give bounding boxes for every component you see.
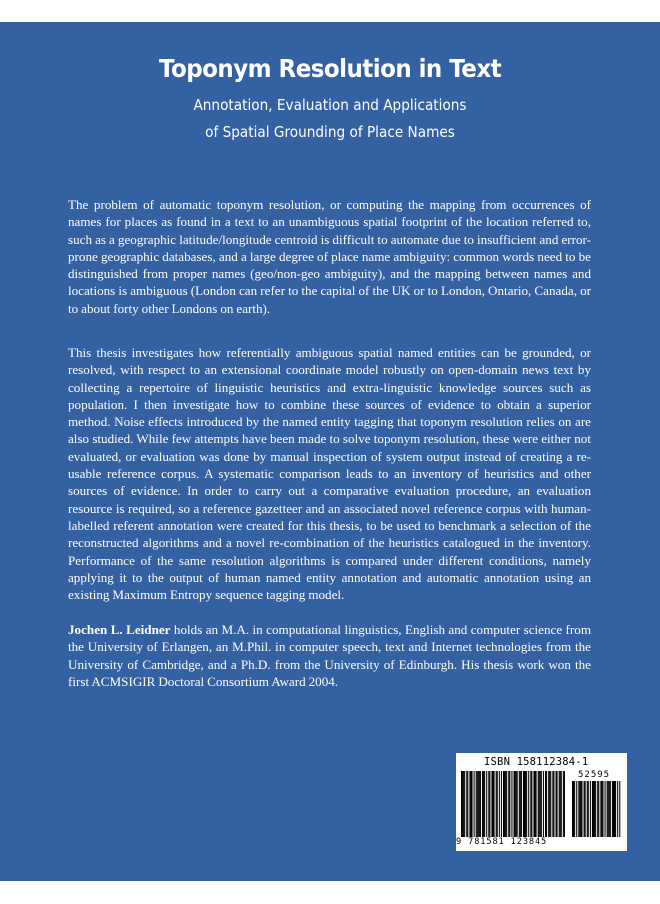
barcode-bar [467, 771, 468, 837]
barcode-bar [552, 771, 553, 837]
barcode-bar [520, 771, 521, 837]
barcode-bar [546, 771, 547, 837]
barcode-bar [557, 771, 558, 837]
main-barcode-bars [461, 771, 565, 837]
barcode-bar [474, 771, 475, 837]
barcode-bar [545, 771, 546, 837]
barcode-bar [533, 771, 534, 837]
barcode-bar [493, 771, 494, 837]
barcode-bar [477, 771, 478, 837]
barcode-bar [548, 771, 549, 837]
barcode-bar [578, 781, 579, 837]
barcode-bar [505, 771, 506, 837]
barcode-bar [610, 781, 611, 837]
barcode-bar [563, 771, 564, 837]
barcode-bar [466, 771, 467, 837]
barcode-bar [564, 771, 565, 837]
isbn-barcode [456, 753, 627, 851]
barcode-bar [463, 771, 464, 837]
barcode-bar [585, 781, 586, 837]
barcode-bar [612, 781, 613, 837]
barcode-bar [486, 771, 487, 837]
barcode-bar [508, 771, 509, 837]
barcode-bar [524, 771, 525, 837]
barcode-bar [472, 771, 473, 837]
barcode-bar [484, 771, 485, 837]
barcode-bar [476, 771, 477, 837]
barcode-bar [541, 771, 542, 837]
author-bio-text: holds an M.A. in computational linguistics, English and computer science from the University of Erlangen, an M.Phil. in computer speech, text and Internet technologies from the University of Cambridge, and a Ph.D. from the University of Edinburgh. His thesis work won the first ACMSIGIR Doctoral Consortium Award 2004. [68, 622, 592, 689]
barcode-bar [572, 781, 573, 837]
price-code: 52595 [578, 770, 611, 780]
barcode-bar [549, 771, 550, 837]
barcode-bar [511, 771, 512, 837]
barcode-bar [538, 771, 539, 837]
barcode-bar [617, 781, 618, 837]
barcode-bar [491, 771, 492, 837]
barcode-bar [598, 781, 599, 837]
barcode-bar [609, 781, 610, 837]
barcode-bar [580, 781, 581, 837]
barcode-bar [587, 781, 588, 837]
ean-digits: 9 781581 123845 [456, 837, 548, 847]
barcode-bar [478, 771, 479, 837]
barcode-bar [523, 771, 524, 837]
barcode-bar [590, 781, 591, 837]
barcode-bar [461, 771, 462, 837]
barcode-bar [594, 781, 595, 837]
barcode-bar [553, 771, 554, 837]
barcode-bar [536, 771, 537, 837]
barcode-bar [600, 781, 601, 837]
barcode-bar [469, 771, 470, 837]
barcode-bar [579, 781, 580, 837]
author-bio [68, 621, 591, 690]
book-title: Toponym Resolution in Text [158, 54, 502, 83]
barcode-bar [521, 771, 522, 837]
barcode-bar [592, 781, 593, 837]
barcode-bar [504, 771, 505, 837]
barcode-bar [517, 771, 518, 837]
barcode-bar [614, 781, 615, 837]
barcode-bar [506, 771, 507, 837]
barcode-bar [503, 771, 504, 837]
addon-barcode-bars [572, 781, 620, 837]
book-back-cover [0, 22, 660, 881]
barcode-bar [539, 771, 540, 837]
barcode-bar [581, 781, 582, 837]
barcode-bar [607, 781, 608, 837]
book-subtitle-line1: Annotation, Evaluation and Applications [193, 96, 467, 114]
barcode-bar [559, 771, 560, 837]
barcode-bar [499, 771, 500, 837]
barcode-bar [613, 781, 614, 837]
barcode-bar [601, 781, 602, 837]
barcode-bar [482, 771, 483, 837]
barcode-bar [519, 771, 520, 837]
barcode-bar [515, 771, 516, 837]
book-subtitle-line2: of Spatial Grounding of Place Names [205, 123, 455, 141]
barcode-bar [496, 771, 497, 837]
barcode-bar [540, 771, 541, 837]
barcode-bar [479, 771, 480, 837]
barcode-bar [597, 781, 598, 837]
barcode-bar [470, 771, 471, 837]
barcode-bar [595, 781, 596, 837]
barcode-bar [531, 771, 532, 837]
barcode-bar [528, 771, 529, 837]
barcode-bar [462, 771, 463, 837]
abstract-paragraph-1: The problem of automatic toponym resolution, or computing the mapping from occurrences of names for places as found in a text to an unambiguous spatial footprint of the location referred to, such as a geographic latitude/longitude centroid is difficult to automate due to insufficient and error-prone geographic databases, and a large degree of place name ambiguity: common words need to be distinguished from proper names (geo/non-geo ambiguity), and the mapping between names and locations is ambiguous (London can refer to the capital of the UK or to London, Ontario, Canada, or to about forty other Londons on earth). [68, 197, 591, 316]
barcode-bar [494, 771, 495, 837]
barcode-bar [605, 781, 606, 837]
abstract-paragraph-2: This thesis investigates how referentially ambiguous spatial named entities can be grounded, or resolved, with respect to an extensional coordinate model robustly on open-domain news text by collecting a repertoire of linguistic heuristics and extra-linguistic knowledge sources such as population. I then investigate how to combine these sources of evidence to obtain a superior method. Noise effects introduced by the named entity tagging that toponym resolution relies on are also studied. While few attempts have been made to solve toponym resolution, these were either not evaluated, or evaluation was done by manual inspection of system output instead of creating a re-usable reference corpus. A systematic comparison leads to an inventory of heuristics and other sources of evidence. In order to carry out a comparative evaluation procedure, an evaluation resource is required, so a reference gazetteer and an associated novel reference corpus with human-labelled referent annotation were created for this thesis, to be used to benchmark a selection of the reconstructed algorithms and a novel re-combination of the heuristics catalogued in the inventory. Performance of the same resolution algorithms is compared under different conditions, namely applying it to the output of human named entity annotation and automatic annotation using an existing Maximum Entropy sequence tagging model. [68, 345, 591, 603]
barcode-bar [514, 771, 515, 837]
barcode-bar [556, 771, 557, 837]
barcode-bar [497, 771, 498, 837]
barcode-bar [576, 781, 577, 837]
barcode-bar [561, 771, 562, 837]
isbn-label: ISBN 158112384-1 [484, 756, 589, 768]
barcode-bar [550, 771, 551, 837]
barcode-bar [574, 781, 575, 837]
barcode-bar [488, 771, 489, 837]
barcode-bar [509, 771, 510, 837]
barcode-bar [526, 771, 527, 837]
barcode-bar [588, 781, 589, 837]
barcode-bar [516, 771, 517, 837]
barcode-bar [543, 771, 544, 837]
barcode-bar [593, 781, 594, 837]
barcode-bar [608, 781, 609, 837]
barcode-bar [573, 781, 574, 837]
barcode-bar [483, 771, 484, 837]
barcode-bar [489, 771, 490, 837]
barcode-bar [525, 771, 526, 837]
author-name: Jochen L. Leidner [68, 622, 171, 637]
barcode-bar [584, 781, 585, 837]
barcode-bar [530, 771, 531, 837]
barcode-bar [535, 771, 536, 837]
barcode-bar [560, 771, 561, 837]
barcode-bar [619, 781, 620, 837]
barcode-bar [501, 771, 502, 837]
barcode-bar [615, 781, 616, 837]
barcode-bar [602, 781, 603, 837]
barcode-bar [480, 771, 481, 837]
barcode-bar [464, 771, 465, 837]
